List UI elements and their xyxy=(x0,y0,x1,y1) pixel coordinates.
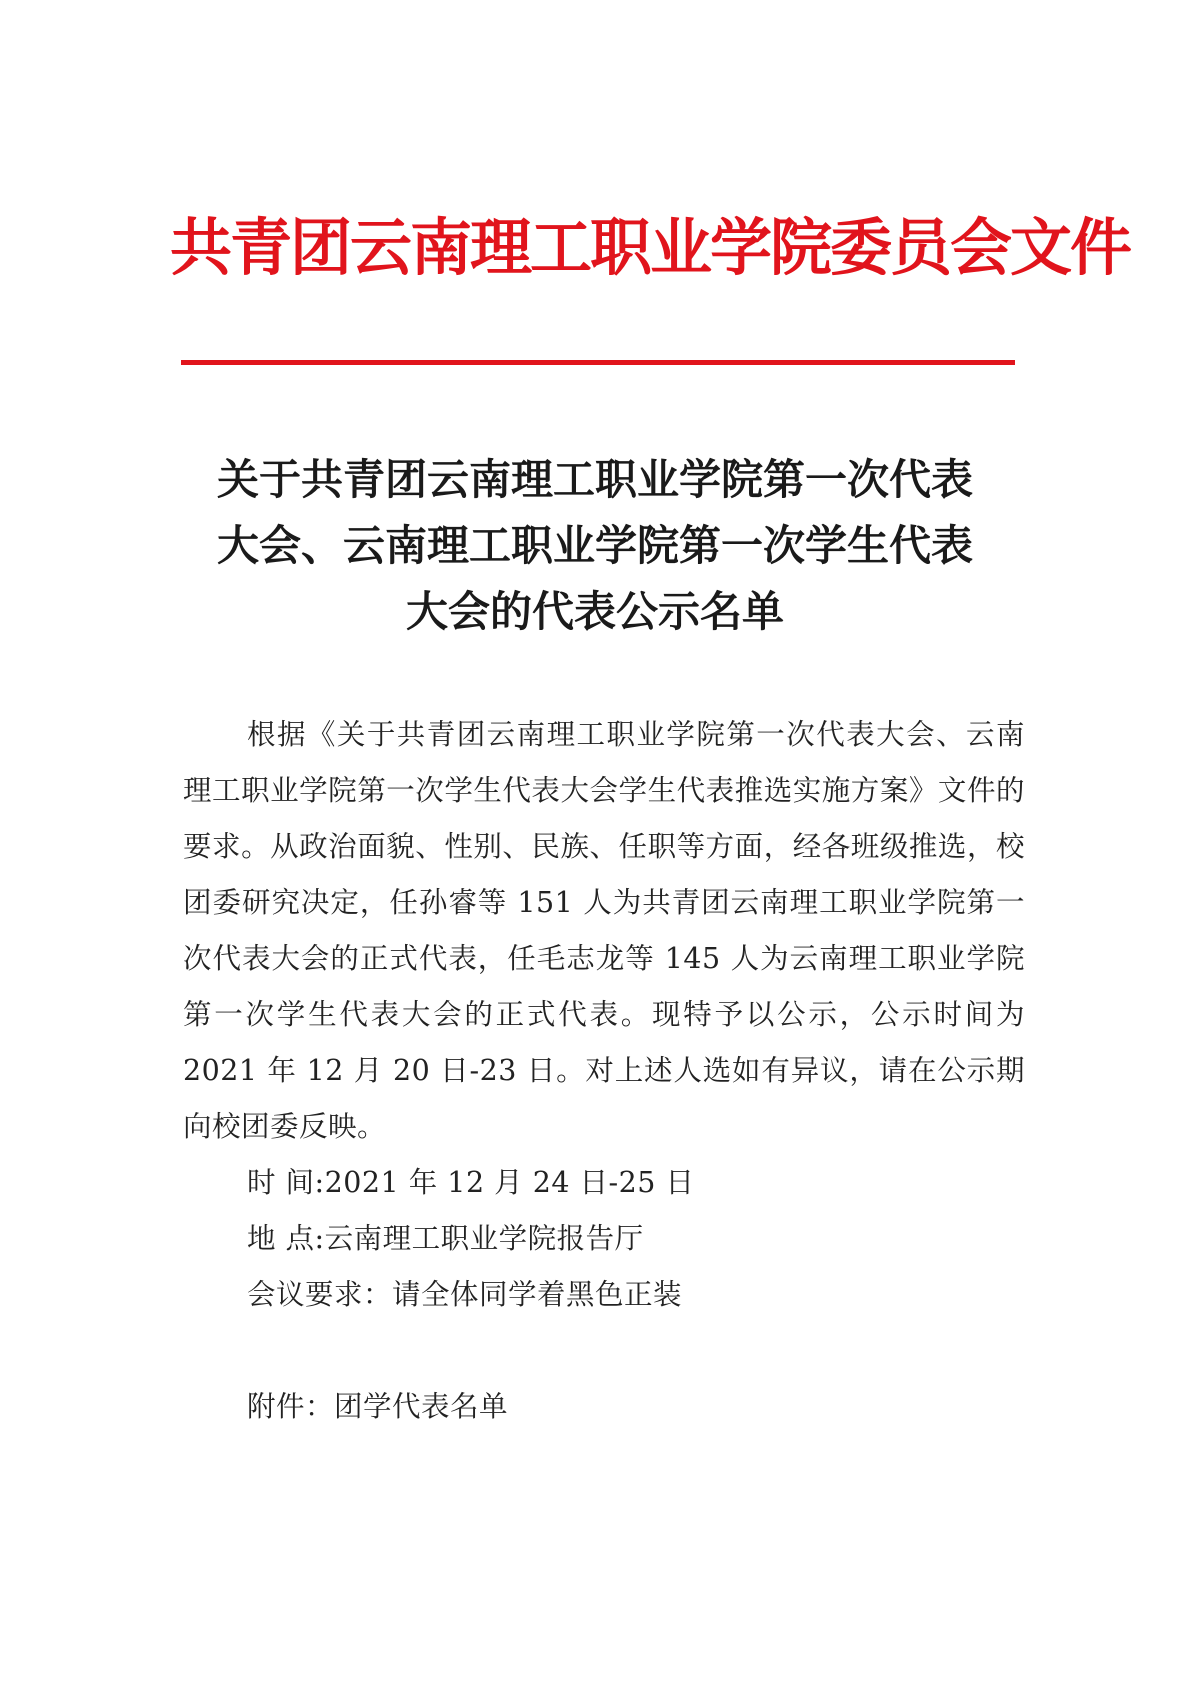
document-title xyxy=(170,447,1020,645)
meeting-time: 时 间:2021 年 12 月 24 日-25 日 xyxy=(247,1166,695,1199)
document-body xyxy=(183,707,1025,1435)
header-divider xyxy=(181,360,1015,365)
issuer-header: 共青团云南理工职业学院委员会文件 xyxy=(170,211,1131,284)
attachment-note: 附件：团学代表名单 xyxy=(247,1390,509,1423)
title-line-3: 大会的代表公示名单 xyxy=(405,587,784,636)
meeting-place: 地 点:云南理工职业学院报告厅 xyxy=(247,1222,644,1255)
title-line-1: 关于共青团云南理工职业学院第一次代表 xyxy=(216,455,973,504)
title-line-2: 大会、云南理工职业学院第一次学生代表 xyxy=(216,521,973,570)
meeting-requirement: 会议要求：请全体同学着黑色正装 xyxy=(247,1278,683,1311)
body-paragraph: 根据《关于共青团云南理工职业学院第一次代表大会、云南理工职业学院第一次学生代表大会学生代表推选实施方案》文件的要求。从政治面貌、性别、民族、任职等方面，经各班级推选，校团委研究决定，任孙睿等 151 人为共青团云南理工职业学院第一次代表大会的正式代表，任毛志龙等 145 人为云南理工职业学院第一次学生代表大会的正式代表。现特予以公示，公示时间为 2021 年 12 月 20 日-23 日。对上述人选如有异议，请在公示期向校团委反映。 xyxy=(183,718,1025,1143)
